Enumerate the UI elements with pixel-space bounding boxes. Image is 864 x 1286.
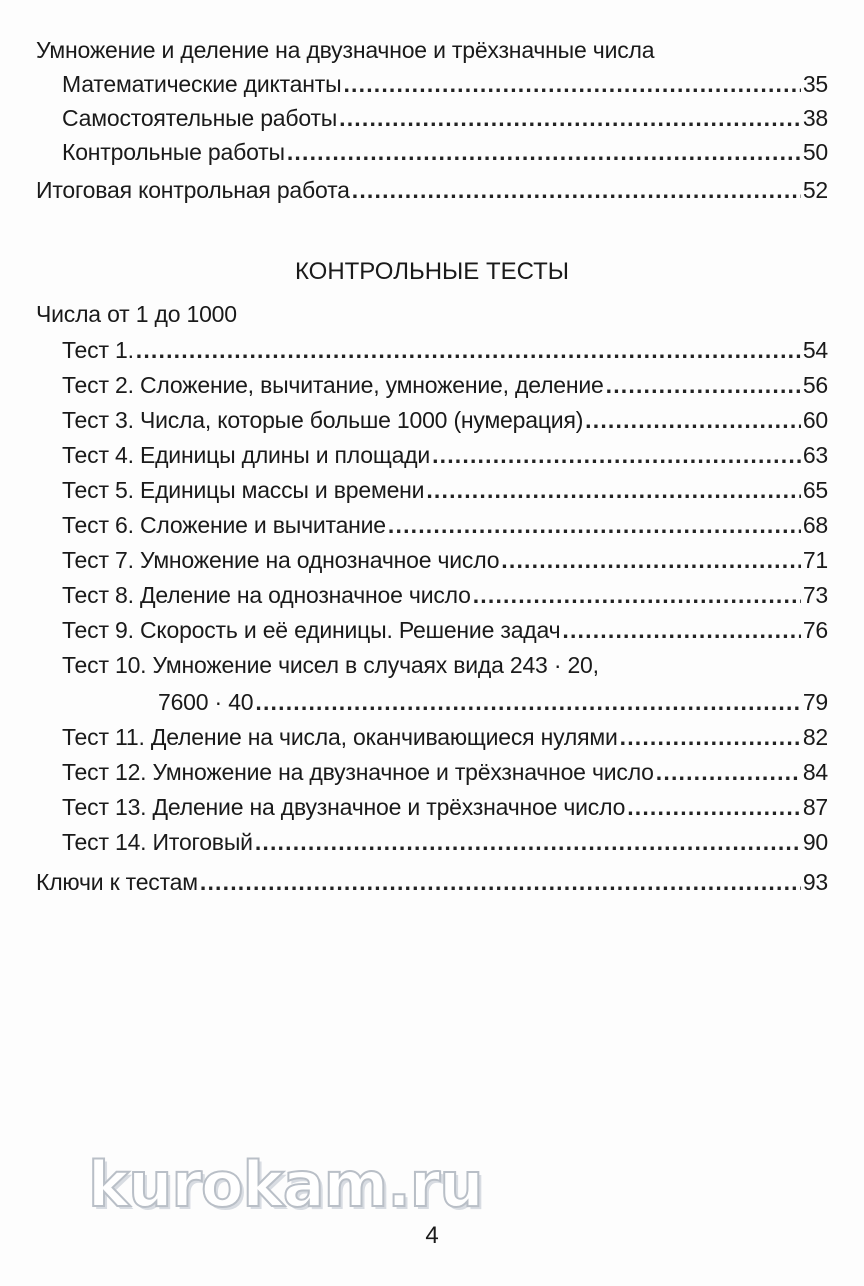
toc-entry-page: 35 <box>802 71 828 97</box>
toc-entry[interactable] <box>0 787 864 821</box>
toc-entry-title: Самостоятельные работы <box>62 105 338 131</box>
toc-entry[interactable] <box>0 610 864 644</box>
toc-entry-page: 87 <box>802 794 828 820</box>
toc-entry[interactable] <box>0 435 864 469</box>
dot-leader <box>562 617 800 644</box>
toc-entry-title: Тест 6. Сложение и вычитание <box>62 512 386 538</box>
toc-entry-title: 7600 · 40 <box>158 689 254 715</box>
toc-entry[interactable] <box>0 64 864 98</box>
dot-leader <box>255 829 801 856</box>
toc-entry-title: Тест 9. Скорость и её единицы. Решение задач <box>62 617 561 643</box>
dot-leader <box>432 442 801 469</box>
dot-leader <box>255 689 800 716</box>
toc-entry-page: 79 <box>802 689 828 715</box>
toc-entry-title: Контрольные работы <box>62 139 285 165</box>
toc-entry-title: Тест 8. Деление на однозначное число <box>62 582 471 608</box>
toc-entry-title: Тест 13. Деление на двузначное и трёхзначное число <box>62 794 626 820</box>
toc-entry[interactable] <box>0 400 864 434</box>
dot-leader <box>620 724 801 751</box>
toc-entry[interactable] <box>0 170 864 204</box>
toc-entry-title: Тест 4. Единицы длины и площади <box>62 442 431 468</box>
toc-entry[interactable] <box>0 330 864 364</box>
toc-entry-page: 52 <box>802 177 828 203</box>
toc-entry-page: 63 <box>802 442 828 468</box>
dot-leader <box>352 177 801 204</box>
toc-entry-page: 84 <box>802 759 828 785</box>
watermark-logo: kurokam.ru <box>88 1148 483 1221</box>
toc-entry-page: 73 <box>802 582 828 608</box>
toc-entry-page: 50 <box>802 139 828 165</box>
dot-leader <box>473 582 801 609</box>
dot-leader <box>136 337 801 364</box>
toc-entry[interactable] <box>0 822 864 856</box>
toc-entry[interactable] <box>0 365 864 399</box>
dot-leader <box>606 372 801 399</box>
toc-entry-title: Тест 5. Единицы массы и времени <box>62 477 425 503</box>
toc-entry-page: 90 <box>802 829 828 855</box>
toc-entry[interactable] <box>0 540 864 574</box>
toc-entry[interactable] <box>0 717 864 751</box>
dot-leader <box>343 71 800 98</box>
toc-entry[interactable] <box>0 505 864 539</box>
toc-entry[interactable] <box>0 132 864 166</box>
toc-entry <box>0 645 864 679</box>
toc-entry-title: Тест 11. Деление на числа, оканчивающиеся нулями <box>62 724 618 750</box>
dot-leader <box>627 794 801 821</box>
toc-entry-page: 71 <box>802 547 828 573</box>
toc-entry-title: Тест 10. Умножение чисел в случаях вида 243 · 20, <box>62 652 599 678</box>
dot-leader <box>339 105 801 132</box>
toc-entry-title: Тест 12. Умножение на двузначное и трёхзначное число <box>62 759 654 785</box>
toc-entry-page: 68 <box>802 512 828 538</box>
toc-entry-title: Тест 14. Итоговый <box>62 829 253 855</box>
dot-leader <box>501 547 801 574</box>
toc-entry-page: 93 <box>802 869 828 895</box>
toc-entry-title: Тест 1. <box>62 337 134 363</box>
dot-leader <box>200 869 801 896</box>
toc-entry-page: 38 <box>802 105 828 131</box>
toc-entry[interactable] <box>0 752 864 786</box>
dot-leader <box>287 139 801 166</box>
toc-entry <box>0 30 864 64</box>
toc-entry-title: Тест 2. Сложение, вычитание, умножение, деление <box>62 372 604 398</box>
toc-entry-page: 54 <box>802 337 828 363</box>
toc-entry-title: Тест 7. Умножение на однозначное число <box>62 547 500 573</box>
toc-entry[interactable] <box>0 575 864 609</box>
toc-entry-page: 76 <box>802 617 828 643</box>
toc-entry-title: Умножение и деление на двузначное и трёхзначные числа <box>36 37 655 63</box>
section-heading: КОНТРОЛЬНЫЕ ТЕСТЫ <box>294 258 570 285</box>
dot-leader <box>388 512 801 539</box>
toc-entry-title: Ключи к тестам <box>36 869 198 895</box>
toc-entry-page: 82 <box>802 724 828 750</box>
toc-entry-page: 56 <box>802 372 828 398</box>
toc-entry-title: Числа от 1 до 1000 <box>36 301 237 327</box>
dot-leader <box>585 407 801 434</box>
toc-entry-title: Тест 3. Числа, которые больше 1000 (нумерация) <box>62 407 584 433</box>
toc-entry <box>0 294 864 328</box>
toc-entry-page: 60 <box>802 407 828 433</box>
page-number: 4 <box>425 1222 439 1249</box>
dot-leader <box>656 759 801 786</box>
toc-entry[interactable] <box>0 98 864 132</box>
toc-entry-page: 65 <box>802 477 828 503</box>
toc-entry-title: Математические диктанты <box>62 71 342 97</box>
toc-entry[interactable] <box>0 682 864 716</box>
dot-leader <box>426 477 800 504</box>
toc-entry[interactable] <box>0 470 864 504</box>
toc-entry-title: Итоговая контрольная работа <box>36 177 350 203</box>
toc-entry[interactable] <box>0 862 864 896</box>
